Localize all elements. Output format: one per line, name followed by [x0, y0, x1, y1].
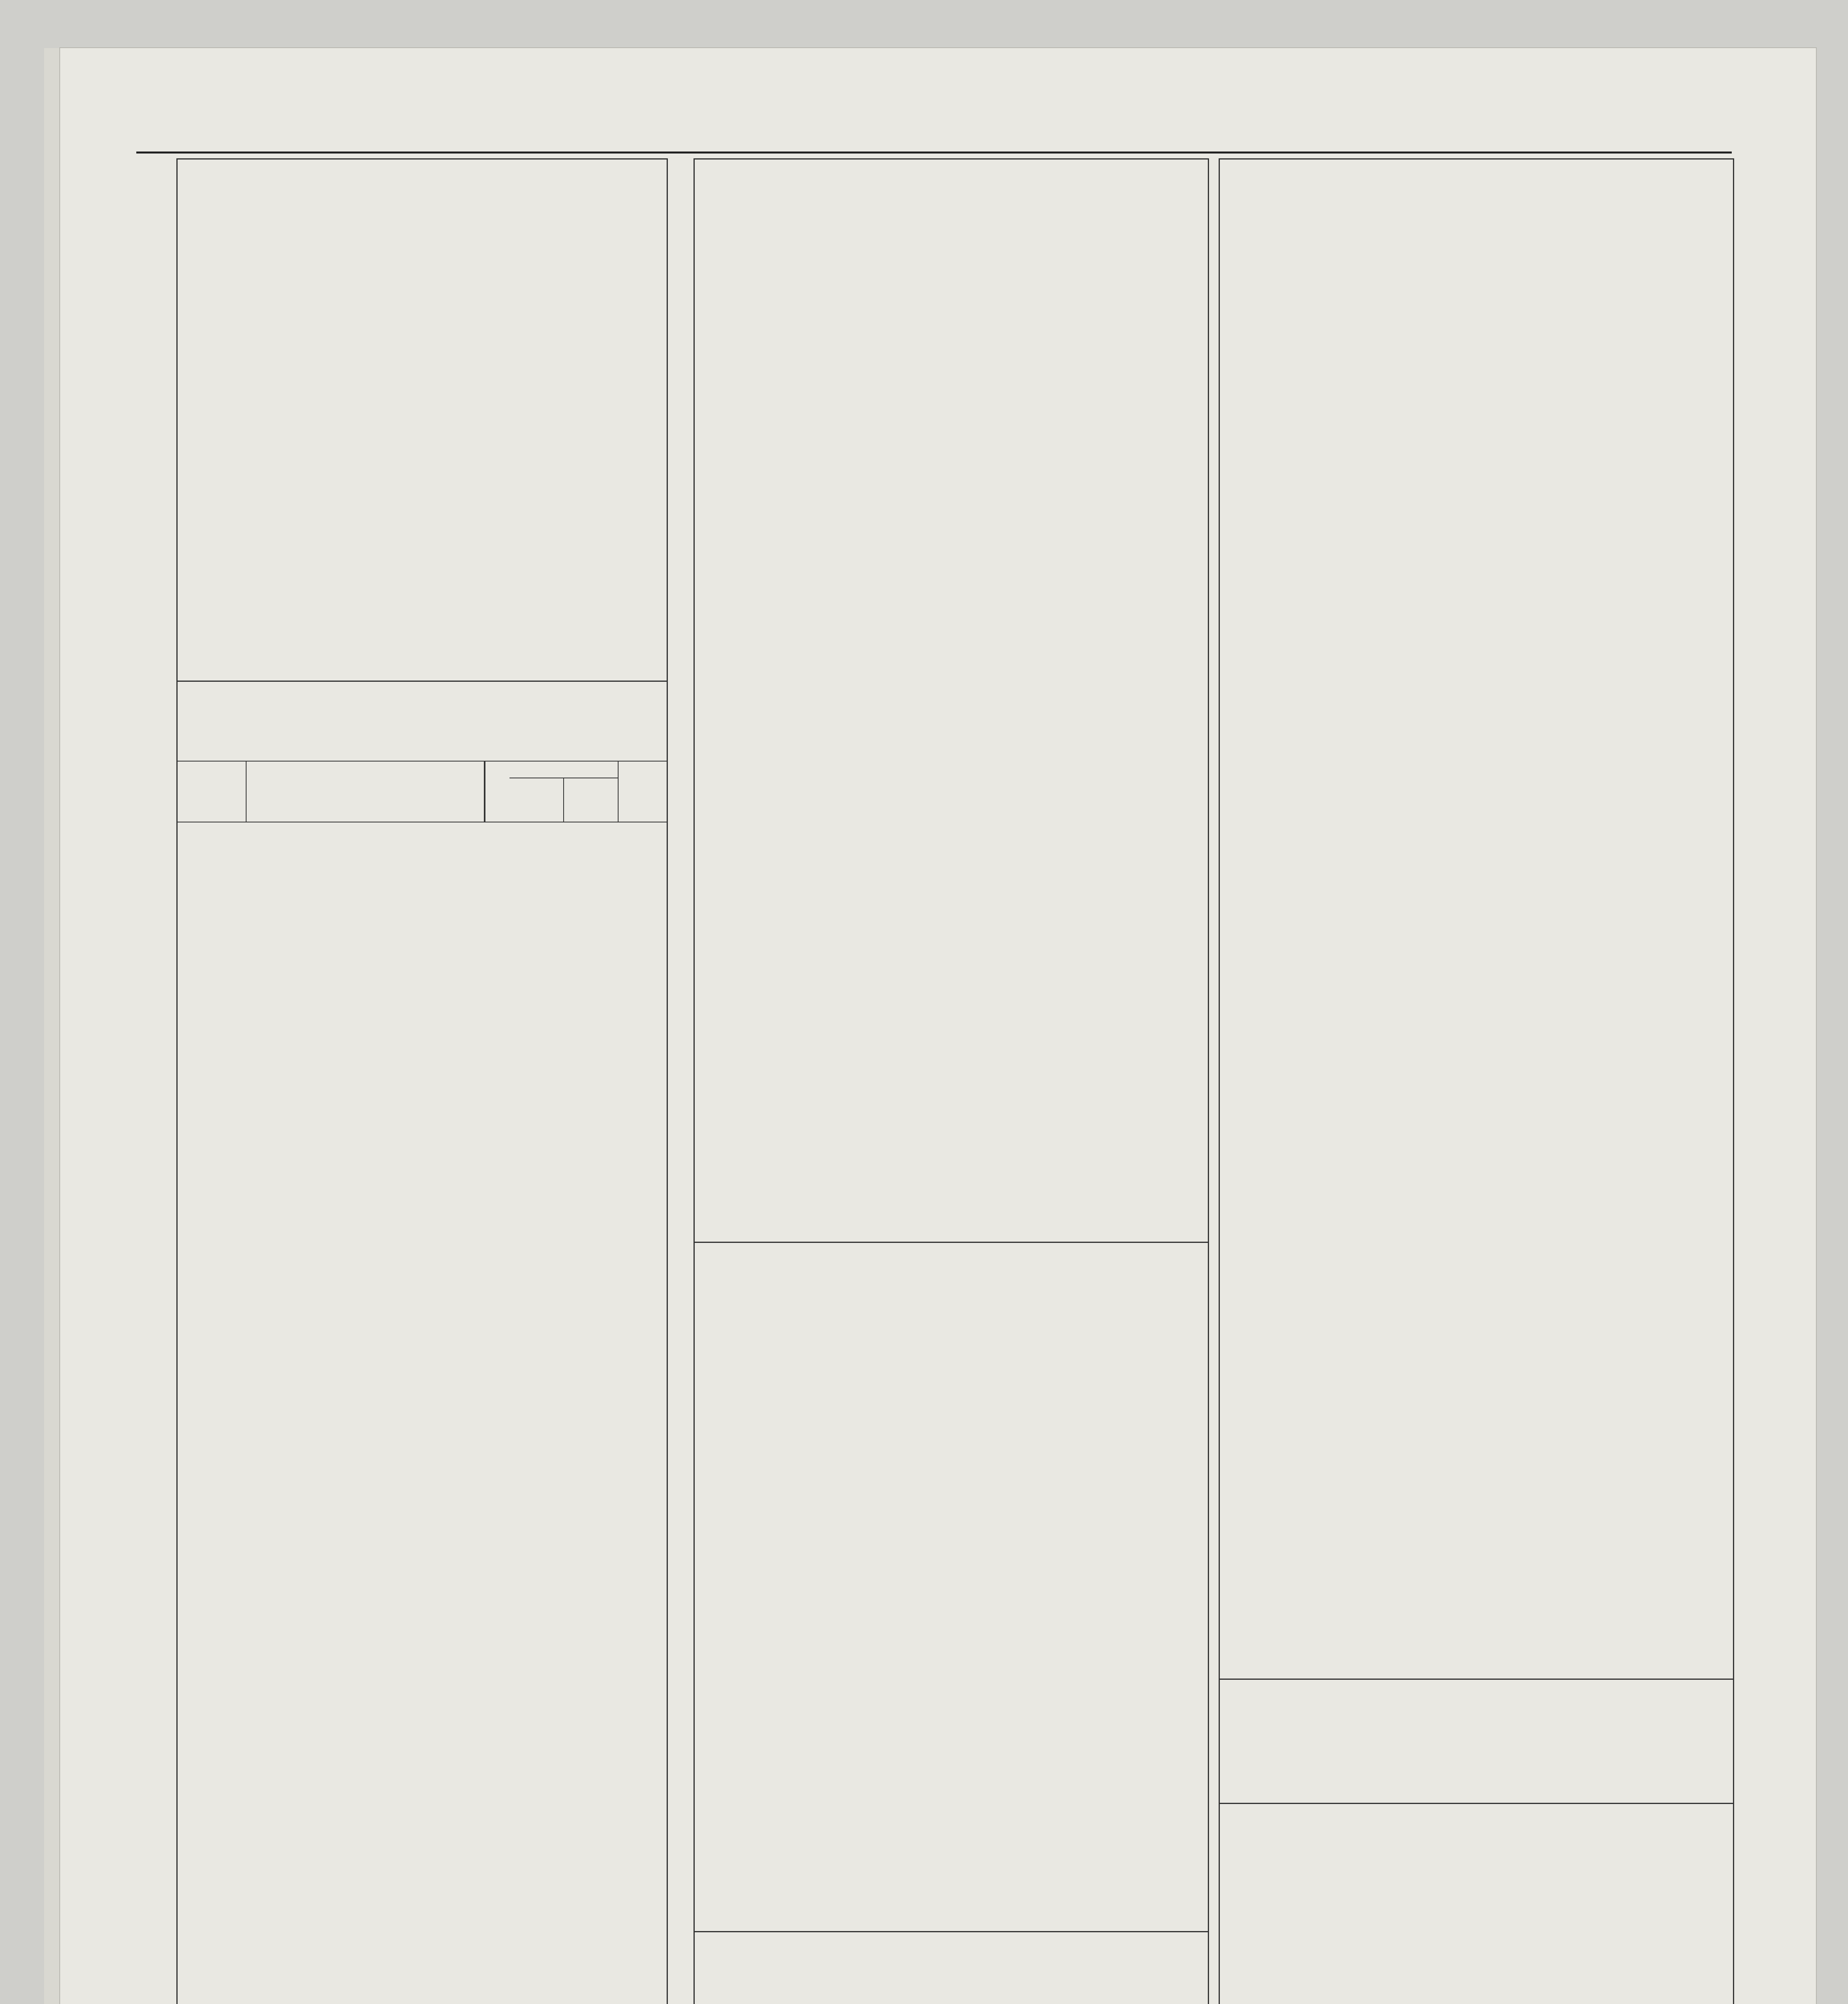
column-tarifs — [694, 158, 1209, 2004]
th-rb-dates — [510, 778, 564, 822]
header-rule — [136, 152, 1732, 154]
th-nombre — [485, 762, 510, 822]
th-rb-taux — [564, 778, 618, 822]
th-dates — [178, 762, 247, 822]
section-rule — [1220, 1679, 1733, 1680]
section-rule — [695, 1931, 1208, 1932]
section-rule — [1220, 1803, 1733, 1804]
th-remboursement — [510, 762, 619, 822]
column-coupons-tirages — [176, 158, 668, 2004]
th-designation — [247, 762, 485, 822]
page-binding-edge — [44, 48, 60, 2004]
section-rule — [178, 681, 667, 682]
column-agents-de-change — [1219, 158, 1734, 2004]
th-remboursement-label — [510, 762, 618, 778]
section-rule — [695, 1242, 1208, 1243]
tirages-table-header — [178, 761, 667, 822]
th-negociations — [619, 762, 667, 822]
